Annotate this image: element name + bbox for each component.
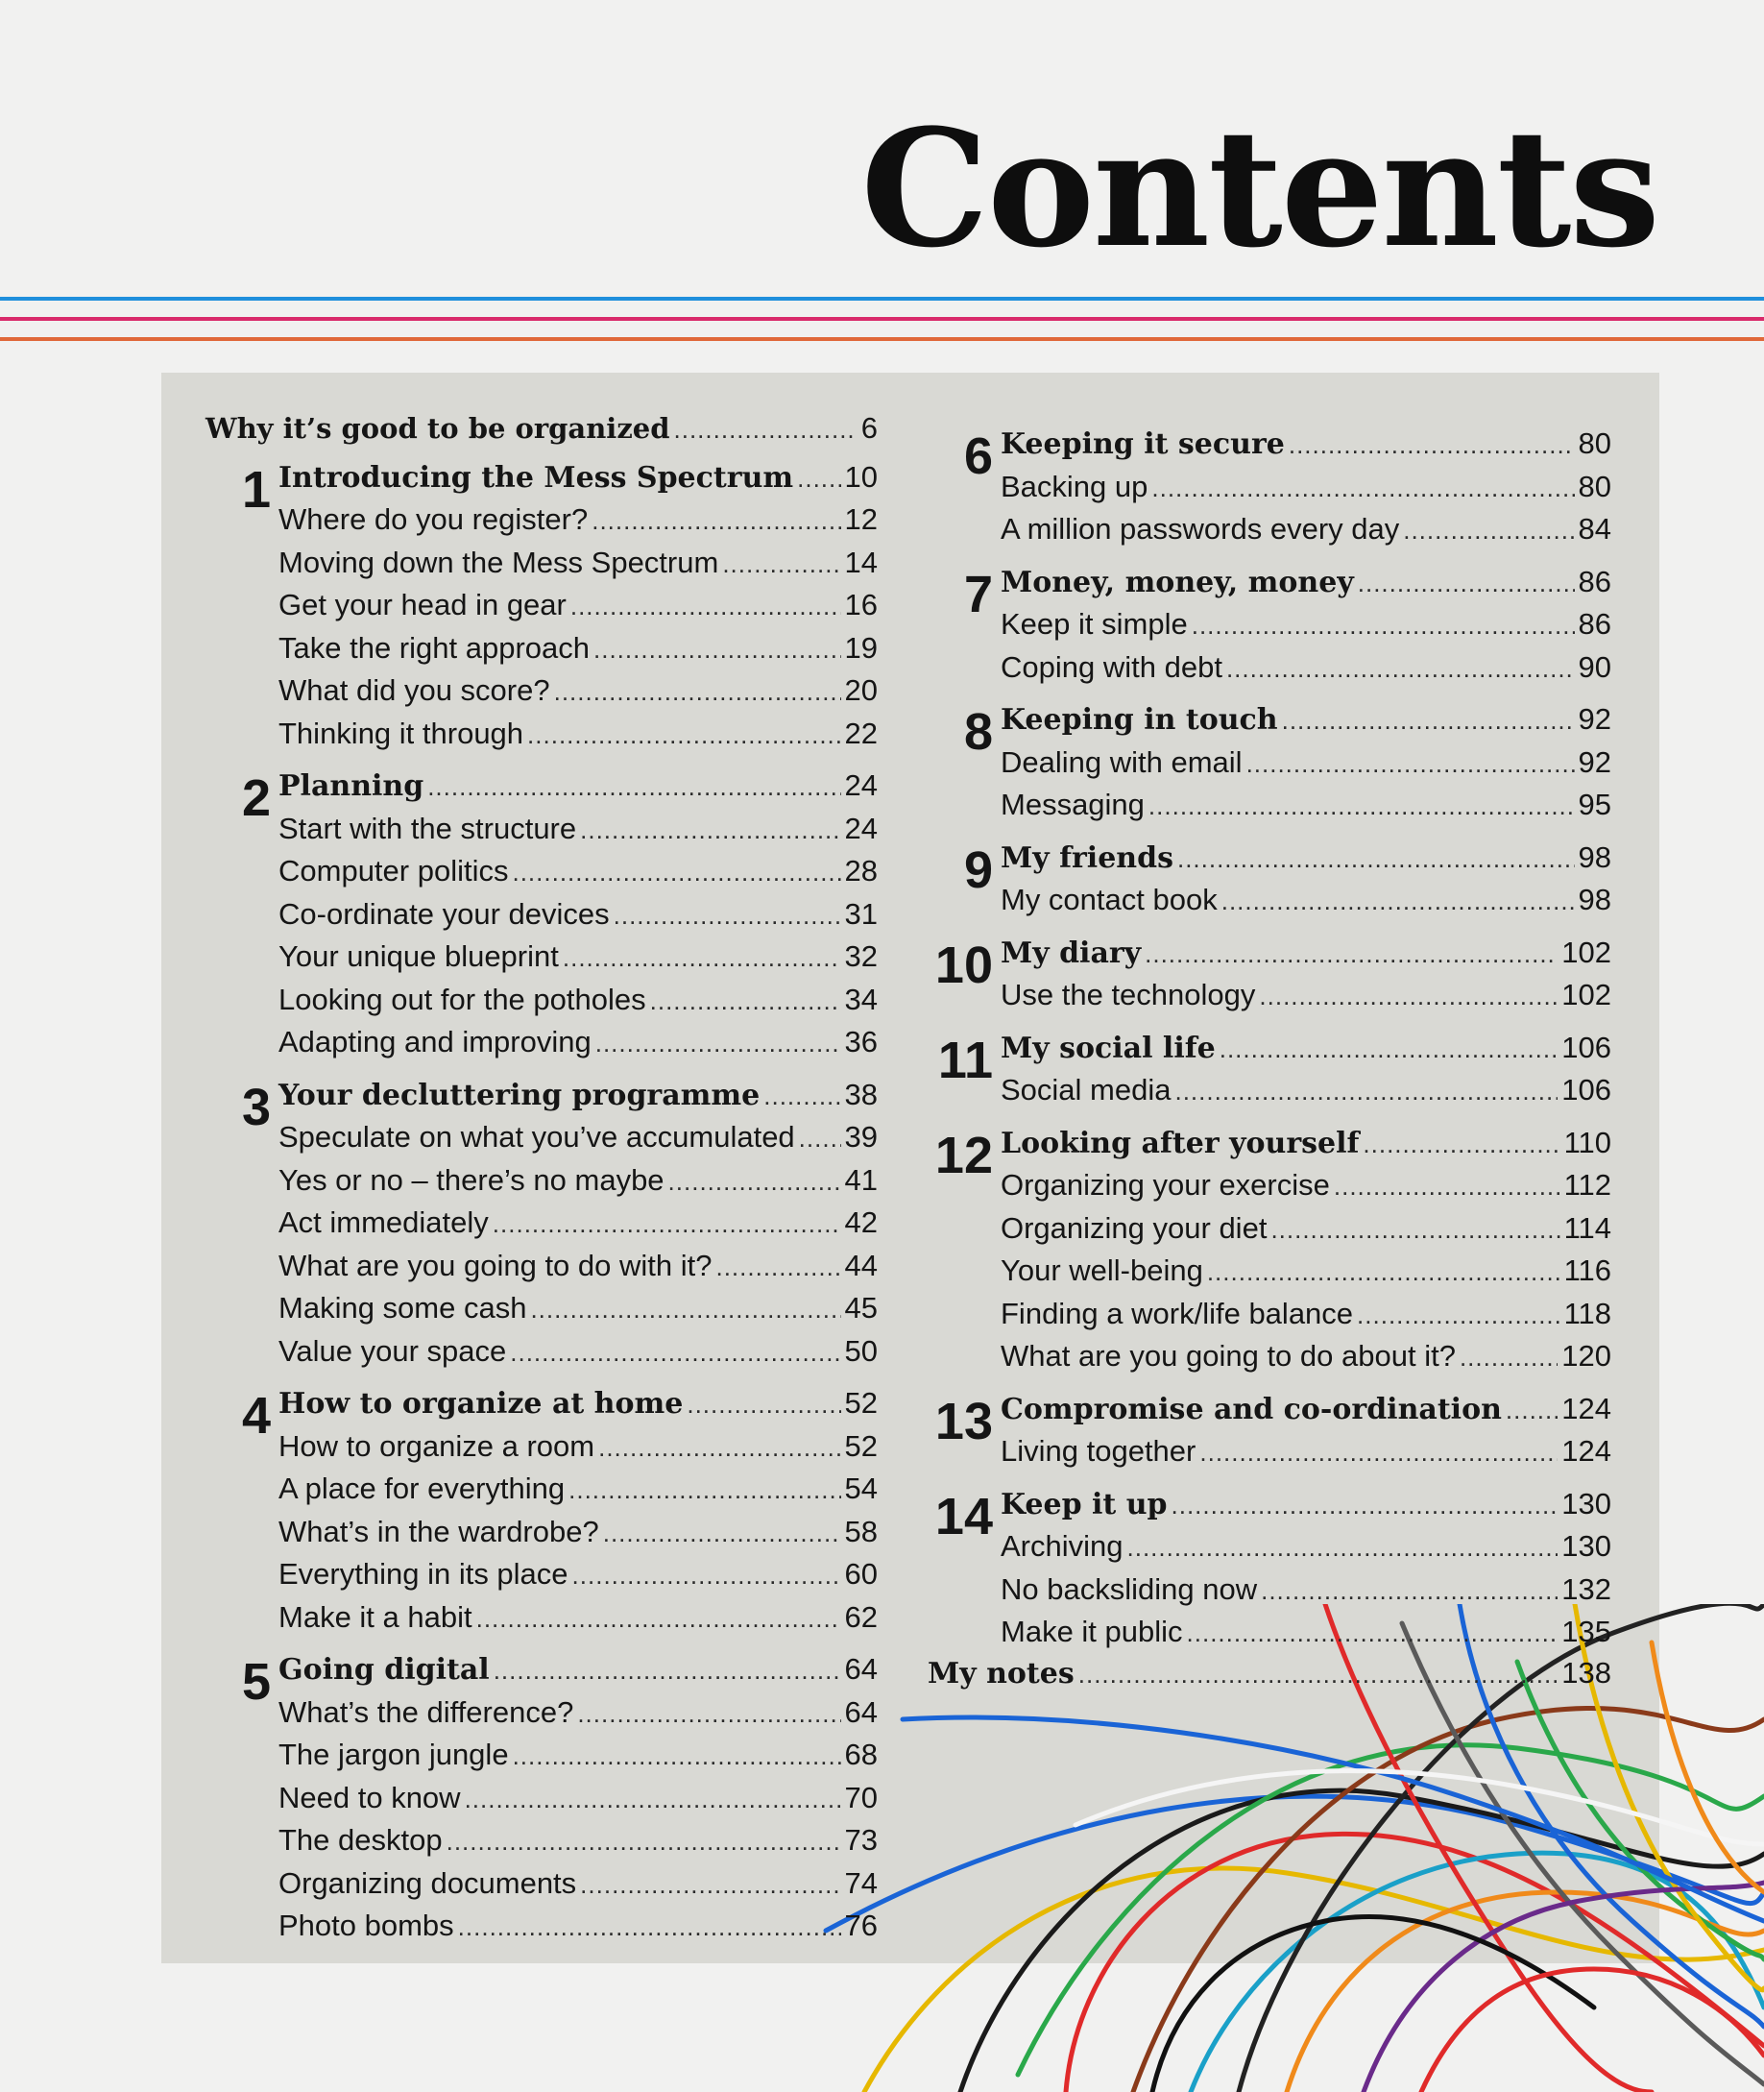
section-entry-title: Take the right approach — [278, 630, 590, 665]
chapter-heading-page: 64 — [844, 1652, 878, 1686]
section-entry-title: A million passwords every day — [1001, 512, 1400, 546]
section-entry[interactable] — [1001, 603, 1611, 646]
leader-dots — [1174, 1070, 1558, 1113]
toc-outro-entry-title: My notes — [928, 1656, 1075, 1691]
chapter-3 — [205, 1074, 878, 1374]
section-entry[interactable] — [278, 584, 878, 627]
header-stripes — [0, 288, 1764, 355]
chapter-9 — [928, 837, 1611, 922]
leader-dots — [1403, 509, 1574, 552]
section-entry-page: 124 — [1561, 1434, 1611, 1468]
section-entry-title: The desktop — [278, 1823, 443, 1857]
chapter-heading[interactable] — [1001, 561, 1611, 604]
section-entry[interactable] — [278, 979, 878, 1022]
chapter-heading-title: Your decluttering programme — [278, 1078, 761, 1112]
chapter-heading-page: 38 — [844, 1077, 878, 1111]
section-entry[interactable] — [278, 499, 878, 542]
leader-dots — [687, 1383, 840, 1426]
chapter-number: 14 — [934, 1487, 993, 1545]
chapter-heading-page: 124 — [1561, 1391, 1611, 1425]
toc-outro-entry-page: 138 — [1561, 1655, 1611, 1690]
leader-dots — [1226, 647, 1575, 691]
leader-dots — [799, 1117, 841, 1160]
leader-dots — [592, 499, 840, 543]
section-entry-page: 19 — [844, 630, 878, 665]
section-entry-page: 16 — [844, 588, 878, 621]
section-entry[interactable] — [278, 1021, 878, 1064]
section-entry-title: Make it a habit — [278, 1599, 472, 1634]
section-entry-title: Coping with debt — [1001, 649, 1222, 684]
section-entry[interactable] — [278, 850, 878, 893]
section-entry-title: Use the technology — [1001, 978, 1256, 1011]
section-entry-title: What’s the difference? — [278, 1694, 574, 1729]
chapter-heading[interactable] — [1001, 1388, 1611, 1431]
chapter-heading[interactable] — [1001, 1483, 1611, 1526]
section-entry[interactable] — [278, 1862, 878, 1906]
chapter-heading[interactable] — [1001, 1122, 1611, 1165]
chapter-11 — [928, 1027, 1611, 1112]
section-entry-title: Computer politics — [278, 854, 509, 888]
chapter-heading[interactable] — [278, 456, 878, 499]
section-entry[interactable] — [1001, 784, 1611, 827]
contents-column-right — [928, 423, 1611, 1694]
section-entry-page: 80 — [1578, 469, 1611, 503]
toc-intro-page: 6 — [860, 411, 878, 445]
section-entry-page: 31 — [844, 896, 878, 931]
section-entry[interactable] — [278, 808, 878, 851]
chapter-heading[interactable] — [278, 1382, 878, 1425]
chapter-heading-title: My friends — [1001, 840, 1173, 875]
section-entry[interactable] — [1001, 646, 1611, 690]
section-entry-title: Make it public — [1001, 1615, 1183, 1648]
section-entry-title: Your well-being — [1001, 1253, 1203, 1287]
leader-dots — [1289, 424, 1575, 467]
chapter-heading-page: 10 — [844, 459, 878, 494]
leader-dots — [1270, 1208, 1559, 1252]
section-entry-title: A place for everything — [278, 1472, 566, 1505]
section-entry[interactable] — [278, 627, 878, 670]
chapter-number: 8 — [963, 703, 993, 761]
section-entry-page: 102 — [1561, 978, 1611, 1011]
section-entry-page: 45 — [844, 1291, 878, 1325]
section-entry[interactable] — [278, 1511, 878, 1554]
leader-dots — [493, 1203, 841, 1246]
chapter-heading[interactable] — [1001, 1027, 1611, 1070]
leader-dots — [614, 894, 841, 937]
section-entry[interactable] — [278, 1734, 878, 1777]
leader-dots — [458, 1906, 841, 1949]
chapter-heading-title: My diary — [1001, 936, 1142, 970]
section-entry-page: 130 — [1561, 1529, 1611, 1563]
leader-dots — [1358, 562, 1575, 605]
section-entry-page: 68 — [844, 1738, 878, 1771]
leader-dots — [1246, 742, 1575, 786]
leader-dots — [1192, 604, 1575, 647]
chapter-heading-page: 52 — [844, 1386, 878, 1420]
section-entry[interactable] — [1001, 1164, 1611, 1207]
section-entry-title: Adapting and improving — [278, 1025, 592, 1058]
section-entry-page: 22 — [844, 716, 878, 750]
section-entry-page: 20 — [844, 673, 878, 707]
section-entry[interactable] — [1001, 1207, 1611, 1251]
section-entry[interactable] — [1001, 1335, 1611, 1378]
leader-dots — [494, 1649, 841, 1692]
section-entry-title: Archiving — [1001, 1529, 1124, 1563]
section-entry-title: Everything in its place — [278, 1557, 568, 1591]
section-entry-page: 32 — [844, 939, 878, 973]
page-title: Contents — [860, 93, 1658, 283]
chapter-10 — [928, 932, 1611, 1017]
chapter-heading-title: Planning — [278, 769, 424, 803]
chapter-number: 11 — [937, 1031, 993, 1089]
section-entry-page: 39 — [844, 1120, 878, 1154]
leader-dots — [572, 1554, 841, 1597]
section-entry-page: 44 — [844, 1248, 878, 1282]
leader-dots — [577, 1692, 840, 1736]
chapter-number: 6 — [963, 427, 993, 485]
leader-dots — [580, 1863, 840, 1907]
chapter-heading-page: 102 — [1561, 935, 1611, 969]
leader-dots — [1127, 1526, 1559, 1569]
chapter-heading-page: 92 — [1578, 702, 1611, 736]
chapter-heading-page: 130 — [1561, 1486, 1611, 1520]
leader-dots — [447, 1820, 841, 1863]
chapter-8 — [928, 698, 1611, 827]
section-entry-title: Value your space — [278, 1333, 507, 1368]
chapter-heading-page: 110 — [1563, 1125, 1611, 1159]
section-entry-page: 92 — [1578, 744, 1611, 779]
leader-dots — [1151, 467, 1574, 510]
chapter-5 — [205, 1648, 878, 1948]
section-entry[interactable] — [278, 1202, 878, 1245]
chapter-heading-page: 98 — [1578, 839, 1611, 874]
leader-dots — [1207, 1251, 1560, 1294]
toc-outro-entry[interactable] — [928, 1652, 1611, 1695]
section-entry-page: 86 — [1578, 607, 1611, 641]
chapter-number: 9 — [963, 840, 993, 899]
section-entry-title: Looking out for the potholes — [278, 982, 646, 1016]
section-entry[interactable] — [278, 542, 878, 585]
section-entry-title: Speculate on what you’ve accumulated — [278, 1120, 795, 1154]
chapter-number: 10 — [934, 936, 993, 994]
section-entry[interactable] — [1001, 466, 1611, 509]
chapter-4 — [205, 1382, 878, 1639]
section-entry-title: Where do you register? — [278, 502, 589, 536]
section-entry-page: 76 — [844, 1909, 878, 1942]
section-entry-page: 58 — [844, 1514, 878, 1548]
section-entry[interactable] — [278, 1287, 878, 1330]
section-entry-title: What are you going to do with it? — [278, 1248, 713, 1282]
section-entry-title: Backing up — [1001, 469, 1148, 503]
section-entry-page: 50 — [844, 1333, 878, 1368]
chapter-number: 5 — [241, 1653, 271, 1711]
chapter-heading-title: Money, money, money — [1001, 565, 1354, 599]
section-entry-title: Co-ordinate your devices — [278, 896, 610, 931]
leader-dots — [527, 714, 840, 757]
chapter-heading[interactable] — [278, 1648, 878, 1691]
chapter-number: 1 — [241, 460, 271, 519]
section-entry[interactable] — [1001, 1525, 1611, 1569]
chapter-heading-title: Keeping in touch — [1001, 703, 1278, 737]
chapter-number: 3 — [241, 1078, 271, 1136]
leader-dots — [763, 1075, 840, 1118]
section-entry-title: Living together — [1001, 1434, 1196, 1468]
chapter-heading-page: 24 — [844, 768, 878, 802]
leader-dots — [1220, 1028, 1559, 1071]
section-entry-title: The jargon jungle — [278, 1738, 509, 1771]
chapter-1 — [205, 456, 878, 756]
section-entry-title: Your unique blueprint — [278, 939, 559, 973]
section-entry-title: Get your head in gear — [278, 588, 567, 621]
leader-dots — [512, 851, 840, 894]
section-entry-page: 70 — [844, 1780, 878, 1814]
chapter-heading[interactable] — [1001, 837, 1611, 880]
toc-intro-title: Why it’s good to be organized — [205, 412, 670, 445]
section-entry-page: 73 — [844, 1823, 878, 1857]
leader-dots — [510, 1331, 840, 1374]
chapter-heading[interactable] — [278, 1074, 878, 1117]
section-entry-title: Finding a work/life balance — [1001, 1296, 1354, 1330]
section-entry[interactable] — [278, 1330, 878, 1374]
section-entry[interactable] — [278, 1159, 878, 1203]
section-entry-title: Messaging — [1001, 788, 1145, 821]
leader-dots — [715, 1246, 840, 1289]
section-entry-page: 12 — [844, 502, 878, 536]
section-entry-title: What did you score? — [278, 673, 550, 707]
section-entry[interactable] — [278, 936, 878, 979]
chapter-number: 4 — [241, 1387, 271, 1445]
section-entry-page: 116 — [1563, 1253, 1611, 1287]
leader-dots — [554, 670, 841, 714]
chapter-heading-title: How to organize at home — [278, 1387, 684, 1421]
contents-column-left — [205, 407, 878, 1958]
section-entry-page: 118 — [1563, 1296, 1611, 1330]
section-entry-title: Making some cash — [278, 1291, 527, 1325]
section-entry[interactable] — [1001, 879, 1611, 922]
chapter-heading-page: 80 — [1578, 426, 1611, 460]
section-entry[interactable] — [278, 1553, 878, 1596]
section-entry-title: Organizing your exercise — [1001, 1168, 1330, 1202]
chapter-heading[interactable] — [1001, 932, 1611, 975]
leader-dots — [1187, 1612, 1559, 1655]
section-entry[interactable] — [1001, 1430, 1611, 1473]
chapter-13 — [928, 1388, 1611, 1473]
section-entry-page: 74 — [844, 1865, 878, 1900]
chapter-heading-page: 106 — [1561, 1030, 1611, 1064]
section-entry[interactable] — [278, 1905, 878, 1948]
leader-dots — [1145, 933, 1558, 976]
leader-dots — [668, 1160, 841, 1204]
leader-dots — [1199, 1431, 1558, 1474]
section-entry-page: 52 — [844, 1428, 878, 1463]
leader-dots — [722, 543, 840, 586]
chapter-heading-title: Introducing the Mess Spectrum — [278, 460, 794, 495]
section-entry-page: 64 — [844, 1694, 878, 1729]
chapter-number: 2 — [241, 769, 271, 827]
leader-dots — [1506, 1389, 1558, 1432]
section-entry[interactable] — [278, 713, 878, 756]
leader-dots — [1363, 1123, 1559, 1166]
section-entry-page: 135 — [1561, 1615, 1611, 1648]
section-entry-page: 28 — [844, 854, 878, 888]
section-entry[interactable] — [278, 1819, 878, 1862]
chapter-14 — [928, 1483, 1611, 1654]
leader-dots — [1261, 1569, 1558, 1613]
stripe-blue — [0, 297, 1764, 301]
chapter-heading-title: Looking after yourself — [1001, 1126, 1360, 1160]
section-entry[interactable] — [1001, 1293, 1611, 1336]
section-entry-title: How to organize a room — [278, 1428, 595, 1463]
leader-dots — [476, 1597, 841, 1641]
section-entry-title: Organizing your diet — [1001, 1210, 1268, 1245]
section-entry-title: Act immediately — [278, 1205, 489, 1239]
section-entry-page: 98 — [1578, 883, 1611, 916]
leader-dots — [603, 1512, 841, 1555]
section-entry[interactable] — [278, 1425, 878, 1469]
section-entry-page: 42 — [844, 1205, 878, 1239]
section-entry[interactable] — [278, 1468, 878, 1511]
stripe-pink — [0, 317, 1764, 321]
section-entry[interactable] — [1001, 1250, 1611, 1293]
section-entry-title: Dealing with email — [1001, 744, 1243, 779]
leader-dots — [593, 628, 841, 671]
section-entry[interactable] — [1001, 1569, 1611, 1612]
leader-dots — [1282, 699, 1575, 742]
leader-dots — [650, 980, 841, 1023]
leader-dots — [513, 1735, 841, 1778]
leader-dots — [580, 809, 840, 852]
section-entry-title: No backsliding now — [1001, 1571, 1258, 1606]
section-entry-page: 24 — [844, 811, 878, 845]
section-entry-page: 132 — [1561, 1571, 1611, 1606]
leader-dots — [1460, 1336, 1558, 1379]
section-entry[interactable] — [278, 1245, 878, 1288]
section-entry[interactable] — [278, 893, 878, 937]
leader-dots — [595, 1022, 841, 1065]
section-entry-page: 120 — [1561, 1339, 1611, 1373]
leader-dots — [1172, 1484, 1559, 1527]
leader-dots — [563, 937, 841, 980]
stripe-orange — [0, 337, 1764, 341]
chapter-number: 12 — [934, 1126, 993, 1184]
section-entry-title: Moving down the Mess Spectrum — [278, 545, 719, 579]
section-entry-title: Yes or no – there’s no maybe — [278, 1162, 665, 1197]
chapter-heading-title: Keep it up — [1001, 1487, 1168, 1521]
leader-dots — [1357, 1294, 1560, 1337]
section-entry-title: Organizing documents — [278, 1865, 577, 1900]
section-entry-title: Social media — [1001, 1073, 1172, 1107]
leader-dots — [1221, 880, 1575, 923]
section-entry-page: 112 — [1563, 1168, 1611, 1202]
section-entry-page: 90 — [1578, 649, 1611, 684]
section-entry-page: 60 — [844, 1557, 878, 1591]
section-entry[interactable] — [278, 1691, 878, 1735]
leader-dots — [797, 457, 840, 500]
chapter-heading[interactable] — [278, 765, 878, 808]
leader-dots — [568, 1469, 840, 1512]
section-entry[interactable] — [1001, 508, 1611, 551]
leader-dots — [1259, 975, 1558, 1018]
chapter-number: 13 — [934, 1392, 993, 1450]
section-entry-page: 62 — [844, 1599, 878, 1634]
chapter-6 — [928, 423, 1611, 551]
toc-intro-entry[interactable] — [205, 407, 878, 450]
leader-dots — [530, 1288, 840, 1331]
section-entry-page: 41 — [844, 1162, 878, 1197]
chapter-heading-title: Keeping it secure — [1001, 427, 1285, 461]
section-entry[interactable] — [278, 1116, 878, 1159]
chapter-heading-page: 86 — [1578, 564, 1611, 598]
chapter-2 — [205, 765, 878, 1064]
leader-dots — [1177, 838, 1575, 881]
section-entry[interactable] — [278, 1596, 878, 1640]
section-entry-title: Photo bombs — [278, 1909, 454, 1942]
section-entry-page: 84 — [1578, 512, 1611, 546]
section-entry-page: 95 — [1578, 788, 1611, 821]
leader-dots — [427, 766, 840, 809]
section-entry-title: Start with the structure — [278, 811, 577, 845]
section-entry-title: My contact book — [1001, 883, 1218, 916]
section-entry[interactable] — [1001, 1611, 1611, 1654]
chapter-7 — [928, 561, 1611, 690]
section-entry-page: 114 — [1563, 1210, 1611, 1245]
leader-dots — [674, 408, 858, 451]
section-entry-title: What are you going to do about it? — [1001, 1339, 1456, 1373]
leader-dots — [1078, 1653, 1559, 1696]
section-entry-title: Thinking it through — [278, 716, 524, 750]
chapter-number: 7 — [963, 565, 993, 623]
section-entry-title: Keep it simple — [1001, 607, 1188, 641]
section-entry-page: 14 — [844, 545, 878, 579]
section-entry-page: 36 — [844, 1025, 878, 1058]
section-entry-title: What’s in the wardrobe? — [278, 1514, 599, 1548]
leader-dots — [465, 1778, 841, 1821]
leader-dots — [1148, 785, 1575, 828]
section-entry[interactable] — [1001, 1069, 1611, 1112]
section-entry[interactable] — [1001, 974, 1611, 1017]
chapter-heading-title: Going digital — [278, 1653, 490, 1687]
section-entry-page: 106 — [1561, 1073, 1611, 1107]
section-entry-page: 34 — [844, 982, 878, 1016]
section-entry[interactable] — [278, 1777, 878, 1820]
chapter-heading[interactable] — [1001, 423, 1611, 466]
section-entry[interactable] — [1001, 742, 1611, 785]
chapter-heading-title: My social life — [1001, 1031, 1216, 1065]
leader-dots — [570, 585, 841, 628]
section-entry-page: 54 — [844, 1472, 878, 1505]
chapter-heading-title: Compromise and co-ordination — [1001, 1392, 1502, 1426]
section-entry[interactable] — [278, 669, 878, 713]
chapter-heading[interactable] — [1001, 698, 1611, 742]
leader-dots — [1334, 1165, 1560, 1208]
chapter-12 — [928, 1122, 1611, 1378]
leader-dots — [598, 1426, 840, 1470]
section-entry-title: Need to know — [278, 1780, 461, 1814]
